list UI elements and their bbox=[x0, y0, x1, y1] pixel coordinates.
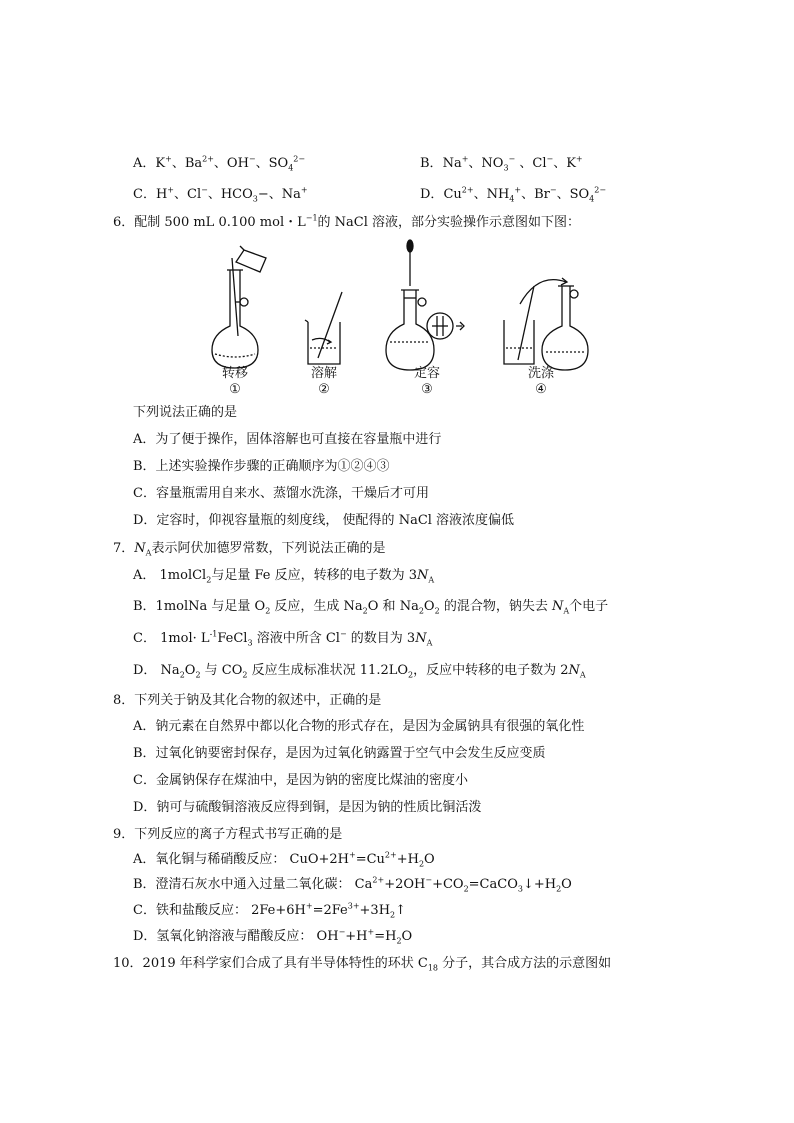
washing-icon bbox=[504, 278, 588, 370]
q9-option-b: B．澄清石灰水中通入过量二氧化碳： $Ca^{2+}+2OH^-+CO_2=CaCO_3↓+H_2O$ bbox=[133, 875, 572, 894]
q8-option-d: D．钠可与硫酸铜溶液反应得到铜，是因为钠的性质比铜活泼 bbox=[133, 800, 482, 815]
q7-stem: 7．$N_A$表示阿伏加德罗常数，下列说法正确的是 bbox=[113, 541, 386, 558]
caption-number-2: ② bbox=[318, 382, 330, 397]
q6-option-b: B．上述实验操作步骤的正确顺序为①②④③ bbox=[133, 459, 390, 474]
q8-option-b: B．过氧化钠要密封保存，是因为过氧化钠露置于空气中会发生反应变质 bbox=[133, 746, 546, 761]
q8-option-a: A．钠元素在自然界中都以化合物的形式存在，是因为金属钠具有很强的氧化性 bbox=[133, 719, 585, 734]
transfer-flask-icon bbox=[212, 246, 266, 368]
q5-option-d: D．$Cu^{2+}$、$NH_4^+$、Br−、$SO_4^{2-}$ bbox=[420, 185, 607, 204]
q6-option-d: D．定容时，仰视容量瓶的刻度线， 使配得的 NaCl 溶液浓度偏低 bbox=[133, 513, 515, 528]
q9-stem: 9．下列反应的离子方程式书写正确的是 bbox=[113, 827, 343, 842]
q9-option-a: A．氧化铜与稀硝酸反应： $CuO+2H^+=Cu^{2+}+H_2O$ bbox=[133, 850, 435, 869]
caption-washing: 洗涤 bbox=[527, 366, 554, 381]
caption-transfer: 转移 bbox=[221, 366, 248, 381]
caption-constant-volume: 定容 bbox=[413, 366, 440, 381]
dissolve-beaker-icon bbox=[305, 292, 342, 364]
constant-volume-flask-icon bbox=[386, 240, 464, 370]
q10-stem: 10．2019 年科学家们合成了具有半导体特性的环状 $C_{18}$ 分子，其合成方法的示意图如 bbox=[113, 956, 612, 973]
q5-option-a: A．K+、$Ba^{2+}$、OH−、$SO_4^{2-}$ bbox=[133, 154, 306, 173]
caption-dissolve: 溶解 bbox=[310, 366, 337, 381]
q7-option-d: D． $Na_2O_2$ 与 $CO_2$ 反应生成标准状况 $11.2LO_2$，反应中转移的电子数为 $2N_A$ bbox=[133, 663, 586, 680]
q7-option-a: A． 1molCl$_2$与足量 Fe 反应，转移的电子数为 $3N_A$ bbox=[133, 568, 435, 585]
q8-stem: 8．下列关于钠及其化合物的叙述中，正确的是 bbox=[113, 693, 382, 708]
solution-preparation-figure bbox=[200, 236, 600, 402]
q7-option-c: C． $1mol\cdot L^{-1}FeCl_3$ 溶液中所含 Cl− 的数目为 $3N_A$ bbox=[133, 629, 433, 648]
q5-option-c: C．H+、Cl−、$HCO_3-$、Na+ bbox=[133, 185, 308, 204]
q6-stem: 6．配制 500 mL 0.100 mol・$L^{-1}$的 NaCl 溶液，部分实验操作示意图如下图： bbox=[113, 213, 581, 230]
q8-option-c: C．金属钠保存在煤油中，是因为钠的密度比煤油的密度小 bbox=[133, 773, 468, 788]
q6-option-c: C．容量瓶需用自来水、蒸馏水洗涤，干燥后才可用 bbox=[133, 486, 429, 501]
q6-prompt: 下列说法正确的是 bbox=[133, 405, 238, 420]
q9-option-d: D．氢氧化钠溶液与醋酸反应： $OH^-+H^+=H_2O$ bbox=[133, 927, 413, 946]
caption-number-3: ③ bbox=[421, 382, 433, 397]
q6-option-a: A．为了便于操作，固体溶解也可直接在容量瓶中进行 bbox=[133, 432, 442, 447]
caption-number-1: ① bbox=[229, 382, 241, 397]
q9-option-c: C．铁和盐酸反应： $2Fe+6H^+=2Fe^{3+}+3H_2↑$ bbox=[133, 901, 407, 920]
q5-option-b: B．Na+、$NO_3^-$ 、Cl−、K+ bbox=[420, 154, 583, 173]
caption-number-4: ④ bbox=[535, 382, 547, 397]
q7-option-b: B．1molNa 与足量 $O_2$ 反应，生成 $Na_2O$ 和 $Na_2O_2$ 的混合物，钠失去 $N_A$个电子 bbox=[133, 599, 609, 616]
